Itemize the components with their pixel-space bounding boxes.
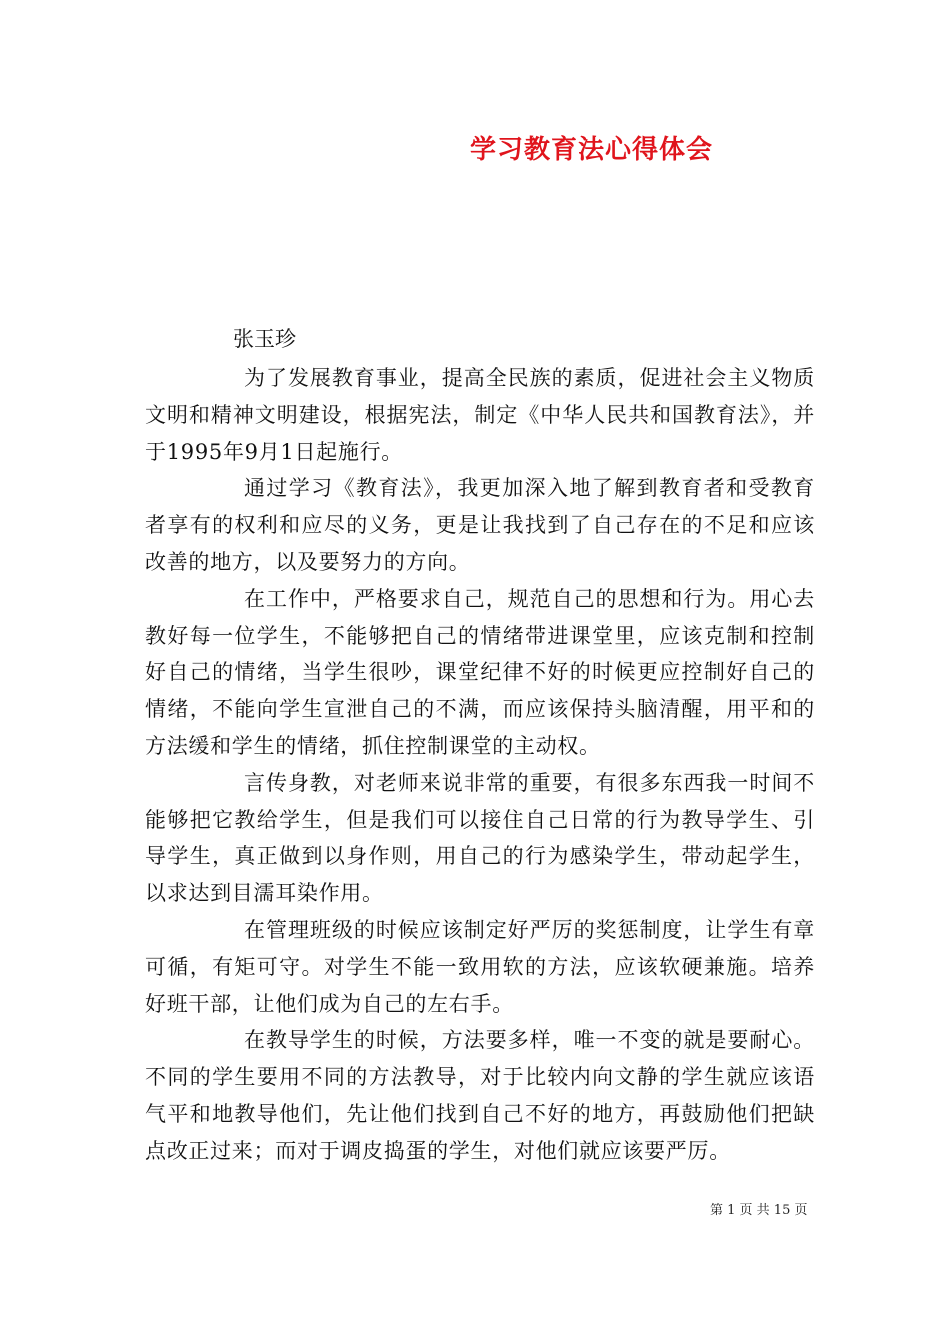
document-title: 学习教育法心得体会 — [470, 135, 714, 165]
paragraph: 在管理班级的时候应该制定好严厉的奖惩制度，让学生有章可循，有矩可守。对学生不能一致用软的方法，应该软硬兼施。培养好班干部，让他们成为自己的左右手。 — [145, 917, 815, 1016]
author-name: 张玉珍 — [233, 327, 296, 351]
page-number-footer: 第 1 页 共 15 页 — [710, 1203, 808, 1218]
paragraph: 在工作中，严格要求自己，规范自己的思想和行为。用心去教好每一位学生，不能够把自己的情绪带进课堂里，应该克制和控制好自己的情绪，当学生很吵，课堂纪律不好的时候更应控制好自己的情绪，不能向学生宣泄自己的不满，而应该保持头脑清醒，用平和的方法缓和学生的情绪，抓住控制课堂的主动权。 — [145, 586, 815, 758]
paragraph: 为了发展教育事业，提高全民族的素质，促进社会主义物质文明和精神文明建设，根据宪法，制定《中华人民共和国教育法》，并于1995年9月1日起施行。 — [145, 366, 815, 464]
paragraph: 在教导学生的时候，方法要多样，唯一不变的就是要耐心。不同的学生要用不同的方法教导，对于比较内向文静的学生就应该语气平和地教导他们，先让他们找到自己不好的地方，再鼓励他们把缺点改正过来；而对于调皮捣蛋的学生，对他们就应该要严厉。 — [145, 1028, 815, 1163]
paragraph: 通过学习《教育法》，我更加深入地了解到教育者和受教育者享有的权利和应尽的义务，更是让我找到了自己存在的不足和应该改善的地方，以及要努力的方向。 — [145, 476, 815, 574]
paragraph: 言传身教，对老师来说非常的重要，有很多东西我一时间不能够把它教给学生，但是我们可以接住自己日常的行为教导学生、引导学生，真正做到以身作则，用自己的行为感染学生，带动起学生，以求达到目濡耳染作用。 — [145, 770, 815, 906]
document-body — [145, 360, 815, 1170]
